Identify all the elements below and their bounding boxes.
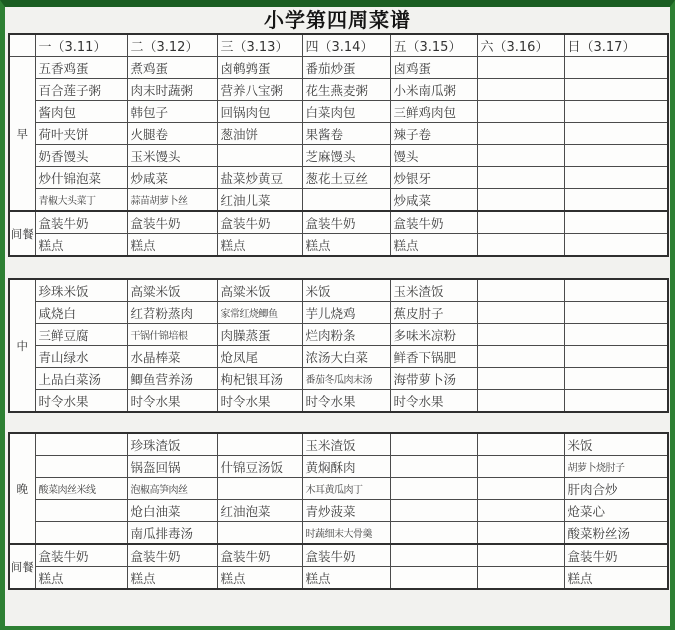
table-row — [9, 57, 668, 79]
menu-cell: 青椒大头菜丁 — [35, 189, 127, 212]
table-row — [9, 324, 668, 346]
menu-cell: 时令水果 — [390, 390, 477, 413]
menu-cell: 锅盔回锅 — [127, 456, 217, 478]
menu-cell: 酱肉包 — [35, 101, 127, 123]
menu-cell: 盒装牛奶 — [217, 544, 302, 567]
table-row — [9, 544, 668, 567]
menu-cell: 百合莲子粥 — [35, 79, 127, 101]
menu-cell — [564, 279, 668, 302]
table-row — [9, 167, 668, 189]
table-row — [9, 101, 668, 123]
menu-cell: 时令水果 — [127, 390, 217, 413]
menu-cell: 酸菜粉丝汤 — [564, 522, 668, 545]
menu-cell: 荷叶夹饼 — [35, 123, 127, 145]
menu-cell: 水晶棒菜 — [127, 346, 217, 368]
menu-cell — [564, 189, 668, 212]
menu-cell: 糕点 — [217, 567, 302, 590]
menu-cell: 米饭 — [564, 433, 668, 456]
section-label: 间餐 — [9, 544, 35, 589]
menu-cell: 辣子卷 — [390, 123, 477, 145]
menu-grid — [8, 33, 669, 257]
menu-cell — [477, 522, 564, 545]
table-row — [9, 390, 668, 413]
corner-cell — [9, 34, 35, 57]
menu-cell: 糕点 — [390, 234, 477, 257]
menu-cell: 时蔬细末大骨羹 — [302, 522, 390, 545]
menu-cell — [564, 390, 668, 413]
menu-cell — [390, 433, 477, 456]
menu-cell: 炒咸菜 — [390, 189, 477, 212]
menu-cell — [35, 456, 127, 478]
table-row — [9, 234, 668, 257]
menu-cell: 盒装牛奶 — [390, 211, 477, 234]
menu-cell: 馒头 — [390, 145, 477, 167]
menu-cell — [35, 433, 127, 456]
menu-cell: 盒装牛奶 — [127, 544, 217, 567]
menu-cell: 木耳黄瓜肉丁 — [302, 478, 390, 500]
lunch-table — [5, 278, 670, 413]
table-row — [9, 368, 668, 390]
menu-cell — [477, 279, 564, 302]
table-row — [9, 567, 668, 590]
menu-cell — [35, 522, 127, 545]
dinner-snack-table — [5, 432, 670, 590]
menu-cell: 番茄炒蛋 — [302, 57, 390, 79]
menu-cell: 多味米凉粉 — [390, 324, 477, 346]
menu-cell: 糕点 — [35, 567, 127, 590]
menu-cell: 上品白菜汤 — [35, 368, 127, 390]
menu-cell — [35, 500, 127, 522]
menu-cell: 盒装牛奶 — [217, 211, 302, 234]
menu-cell: 糕点 — [564, 567, 668, 590]
menu-cell — [477, 324, 564, 346]
menu-cell — [217, 145, 302, 167]
menu-cell: 肝肉合炒 — [564, 478, 668, 500]
table-row — [9, 522, 668, 545]
menu-cell — [477, 456, 564, 478]
menu-cell: 时令水果 — [35, 390, 127, 413]
menu-cell: 蒜苗胡萝卜丝 — [127, 189, 217, 212]
page-title: 小学第四周菜谱 — [264, 8, 411, 32]
menu-cell: 盒装牛奶 — [302, 544, 390, 567]
menu-cell: 红油儿菜 — [217, 189, 302, 212]
table-row — [9, 346, 668, 368]
section-gap — [5, 257, 670, 278]
section-label: 间餐 — [9, 211, 35, 256]
menu-cell: 枸杞银耳汤 — [217, 368, 302, 390]
menu-cell: 卤鹌鹑蛋 — [217, 57, 302, 79]
menu-cell: 泡椒高笋肉丝 — [127, 478, 217, 500]
menu-cell: 营养八宝粥 — [217, 79, 302, 101]
menu-cell: 青山绿水 — [35, 346, 127, 368]
column-header: 日（3.17） — [564, 34, 668, 57]
menu-cell — [477, 567, 564, 590]
menu-cell — [477, 500, 564, 522]
menu-cell: 果酱卷 — [302, 123, 390, 145]
menu-cell — [302, 189, 390, 212]
menu-cell: 鲜香下锅肥 — [390, 346, 477, 368]
menu-cell — [390, 544, 477, 567]
menu-cell: 糕点 — [35, 234, 127, 257]
menu-cell — [477, 544, 564, 567]
menu-cell: 玉米馒头 — [127, 145, 217, 167]
menu-cell: 时令水果 — [217, 390, 302, 413]
menu-cell — [477, 145, 564, 167]
menu-cell: 回锅肉包 — [217, 101, 302, 123]
menu-cell: 芝麻馒头 — [302, 145, 390, 167]
menu-cell: 鲫鱼营养汤 — [127, 368, 217, 390]
column-header: 三（3.13） — [217, 34, 302, 57]
menu-cell: 肉末时蔬粥 — [127, 79, 217, 101]
menu-cell: 葱花土豆丝 — [302, 167, 390, 189]
menu-cell: 酸菜肉丝米线 — [35, 478, 127, 500]
table-row — [9, 211, 668, 234]
menu-cell — [217, 478, 302, 500]
menu-cell — [477, 211, 564, 234]
table-row — [9, 79, 668, 101]
menu-cell: 红苕粉蒸肉 — [127, 302, 217, 324]
section-label: 早 — [9, 57, 35, 212]
menu-cell — [217, 522, 302, 545]
menu-cell — [477, 234, 564, 257]
menu-cell — [564, 57, 668, 79]
menu-cell: 玉米渣饭 — [302, 433, 390, 456]
menu-cell: 糕点 — [302, 234, 390, 257]
menu-cell — [564, 167, 668, 189]
column-header: 五（3.15） — [390, 34, 477, 57]
menu-cell — [477, 101, 564, 123]
menu-cell — [564, 123, 668, 145]
menu-cell — [390, 522, 477, 545]
menu-cell: 炒咸菜 — [127, 167, 217, 189]
menu-cell — [477, 433, 564, 456]
menu-cell: 糕点 — [302, 567, 390, 590]
menu-cell: 炝菜心 — [564, 500, 668, 522]
menu-cell: 盐菜炒黄豆 — [217, 167, 302, 189]
menu-cell: 卤鸡蛋 — [390, 57, 477, 79]
table-row — [9, 145, 668, 167]
table-row — [9, 478, 668, 500]
menu-cell: 火腿卷 — [127, 123, 217, 145]
menu-cell: 干锅什锦培根 — [127, 324, 217, 346]
menu-cell — [477, 346, 564, 368]
menu-cell — [564, 101, 668, 123]
section-gap — [5, 413, 670, 432]
menu-cell — [217, 433, 302, 456]
menu-cell — [564, 368, 668, 390]
menu-cell: 珍珠渣饭 — [127, 433, 217, 456]
menu-cell — [477, 167, 564, 189]
menu-cell: 五香鸡蛋 — [35, 57, 127, 79]
menu-cell: 糕点 — [127, 234, 217, 257]
table-row — [9, 456, 668, 478]
menu-cell: 米饭 — [302, 279, 390, 302]
menu-cell — [477, 79, 564, 101]
menu-cell: 烂肉粉条 — [302, 324, 390, 346]
menu-cell: 炝白油菜 — [127, 500, 217, 522]
menu-cell: 花生燕麦粥 — [302, 79, 390, 101]
menu-cell: 糕点 — [217, 234, 302, 257]
menu-cell — [564, 324, 668, 346]
menu-cell: 煮鸡蛋 — [127, 57, 217, 79]
menu-cell: 高粱米饭 — [217, 279, 302, 302]
menu-cell: 白菜肉包 — [302, 101, 390, 123]
menu-cell — [477, 123, 564, 145]
menu-cell: 炒什锦泡菜 — [35, 167, 127, 189]
menu-cell — [564, 346, 668, 368]
menu-cell — [477, 302, 564, 324]
menu-cell: 奶香馒头 — [35, 145, 127, 167]
column-header: 一（3.11） — [35, 34, 127, 57]
menu-cell: 胡萝卜烧肘子 — [564, 456, 668, 478]
menu-cell: 盒装牛奶 — [564, 544, 668, 567]
menu-cell — [564, 234, 668, 257]
menu-cell: 盒装牛奶 — [35, 544, 127, 567]
menu-cell: 炝凤尾 — [217, 346, 302, 368]
menu-cell: 三鲜豆腐 — [35, 324, 127, 346]
table-row — [9, 189, 668, 212]
menu-cell: 盒装牛奶 — [127, 211, 217, 234]
menu-cell — [564, 145, 668, 167]
menu-cell: 糕点 — [127, 567, 217, 590]
column-header: 四（3.14） — [302, 34, 390, 57]
menu-cell — [390, 456, 477, 478]
menu-cell — [477, 57, 564, 79]
menu-cell — [477, 390, 564, 413]
menu-cell: 海带萝卜汤 — [390, 368, 477, 390]
menu-cell: 葱油饼 — [217, 123, 302, 145]
menu-grid — [8, 278, 669, 413]
menu-cell — [477, 368, 564, 390]
table-row — [9, 279, 668, 302]
menu-cell: 三鲜鸡肉包 — [390, 101, 477, 123]
menu-cell: 韩包子 — [127, 101, 217, 123]
menu-cell: 芋儿烧鸡 — [302, 302, 390, 324]
menu-cell: 什锦豆汤饭 — [217, 456, 302, 478]
table-row — [9, 302, 668, 324]
menu-cell: 炒银牙 — [390, 167, 477, 189]
menu-cell: 番茄冬瓜肉末汤 — [302, 368, 390, 390]
column-header: 六（3.16） — [477, 34, 564, 57]
column-header: 二（3.12） — [127, 34, 217, 57]
breakfast-snack-table — [5, 33, 670, 257]
menu-cell — [564, 79, 668, 101]
menu-cell: 浓汤大白菜 — [302, 346, 390, 368]
menu-cell — [477, 189, 564, 212]
menu-cell: 高粱米饭 — [127, 279, 217, 302]
menu-cell: 青炒菠菜 — [302, 500, 390, 522]
menu-cell: 咸烧白 — [35, 302, 127, 324]
menu-cell: 红油泡菜 — [217, 500, 302, 522]
menu-cell: 南瓜排毒汤 — [127, 522, 217, 545]
menu-cell: 小米南瓜粥 — [390, 79, 477, 101]
menu-cell: 蕉皮肘子 — [390, 302, 477, 324]
menu-cell: 盒装牛奶 — [35, 211, 127, 234]
menu-cell: 玉米渣饭 — [390, 279, 477, 302]
menu-cell — [477, 478, 564, 500]
section-label: 晚 — [9, 433, 35, 544]
table-row — [9, 433, 668, 456]
menu-cell: 珍珠米饭 — [35, 279, 127, 302]
menu-cell: 家常红烧鲫鱼 — [217, 302, 302, 324]
menu-cell — [390, 478, 477, 500]
menu-cell: 时令水果 — [302, 390, 390, 413]
menu-cell: 盒装牛奶 — [302, 211, 390, 234]
menu-cell — [564, 211, 668, 234]
menu-cell — [390, 567, 477, 590]
menu-cell: 黄焖酥肉 — [302, 456, 390, 478]
section-label: 中 — [9, 279, 35, 412]
table-row — [9, 500, 668, 522]
menu-cell — [564, 302, 668, 324]
menu-cell — [390, 500, 477, 522]
table-row — [9, 123, 668, 145]
menu-cell: 肉臊蒸蛋 — [217, 324, 302, 346]
menu-grid — [8, 432, 669, 590]
